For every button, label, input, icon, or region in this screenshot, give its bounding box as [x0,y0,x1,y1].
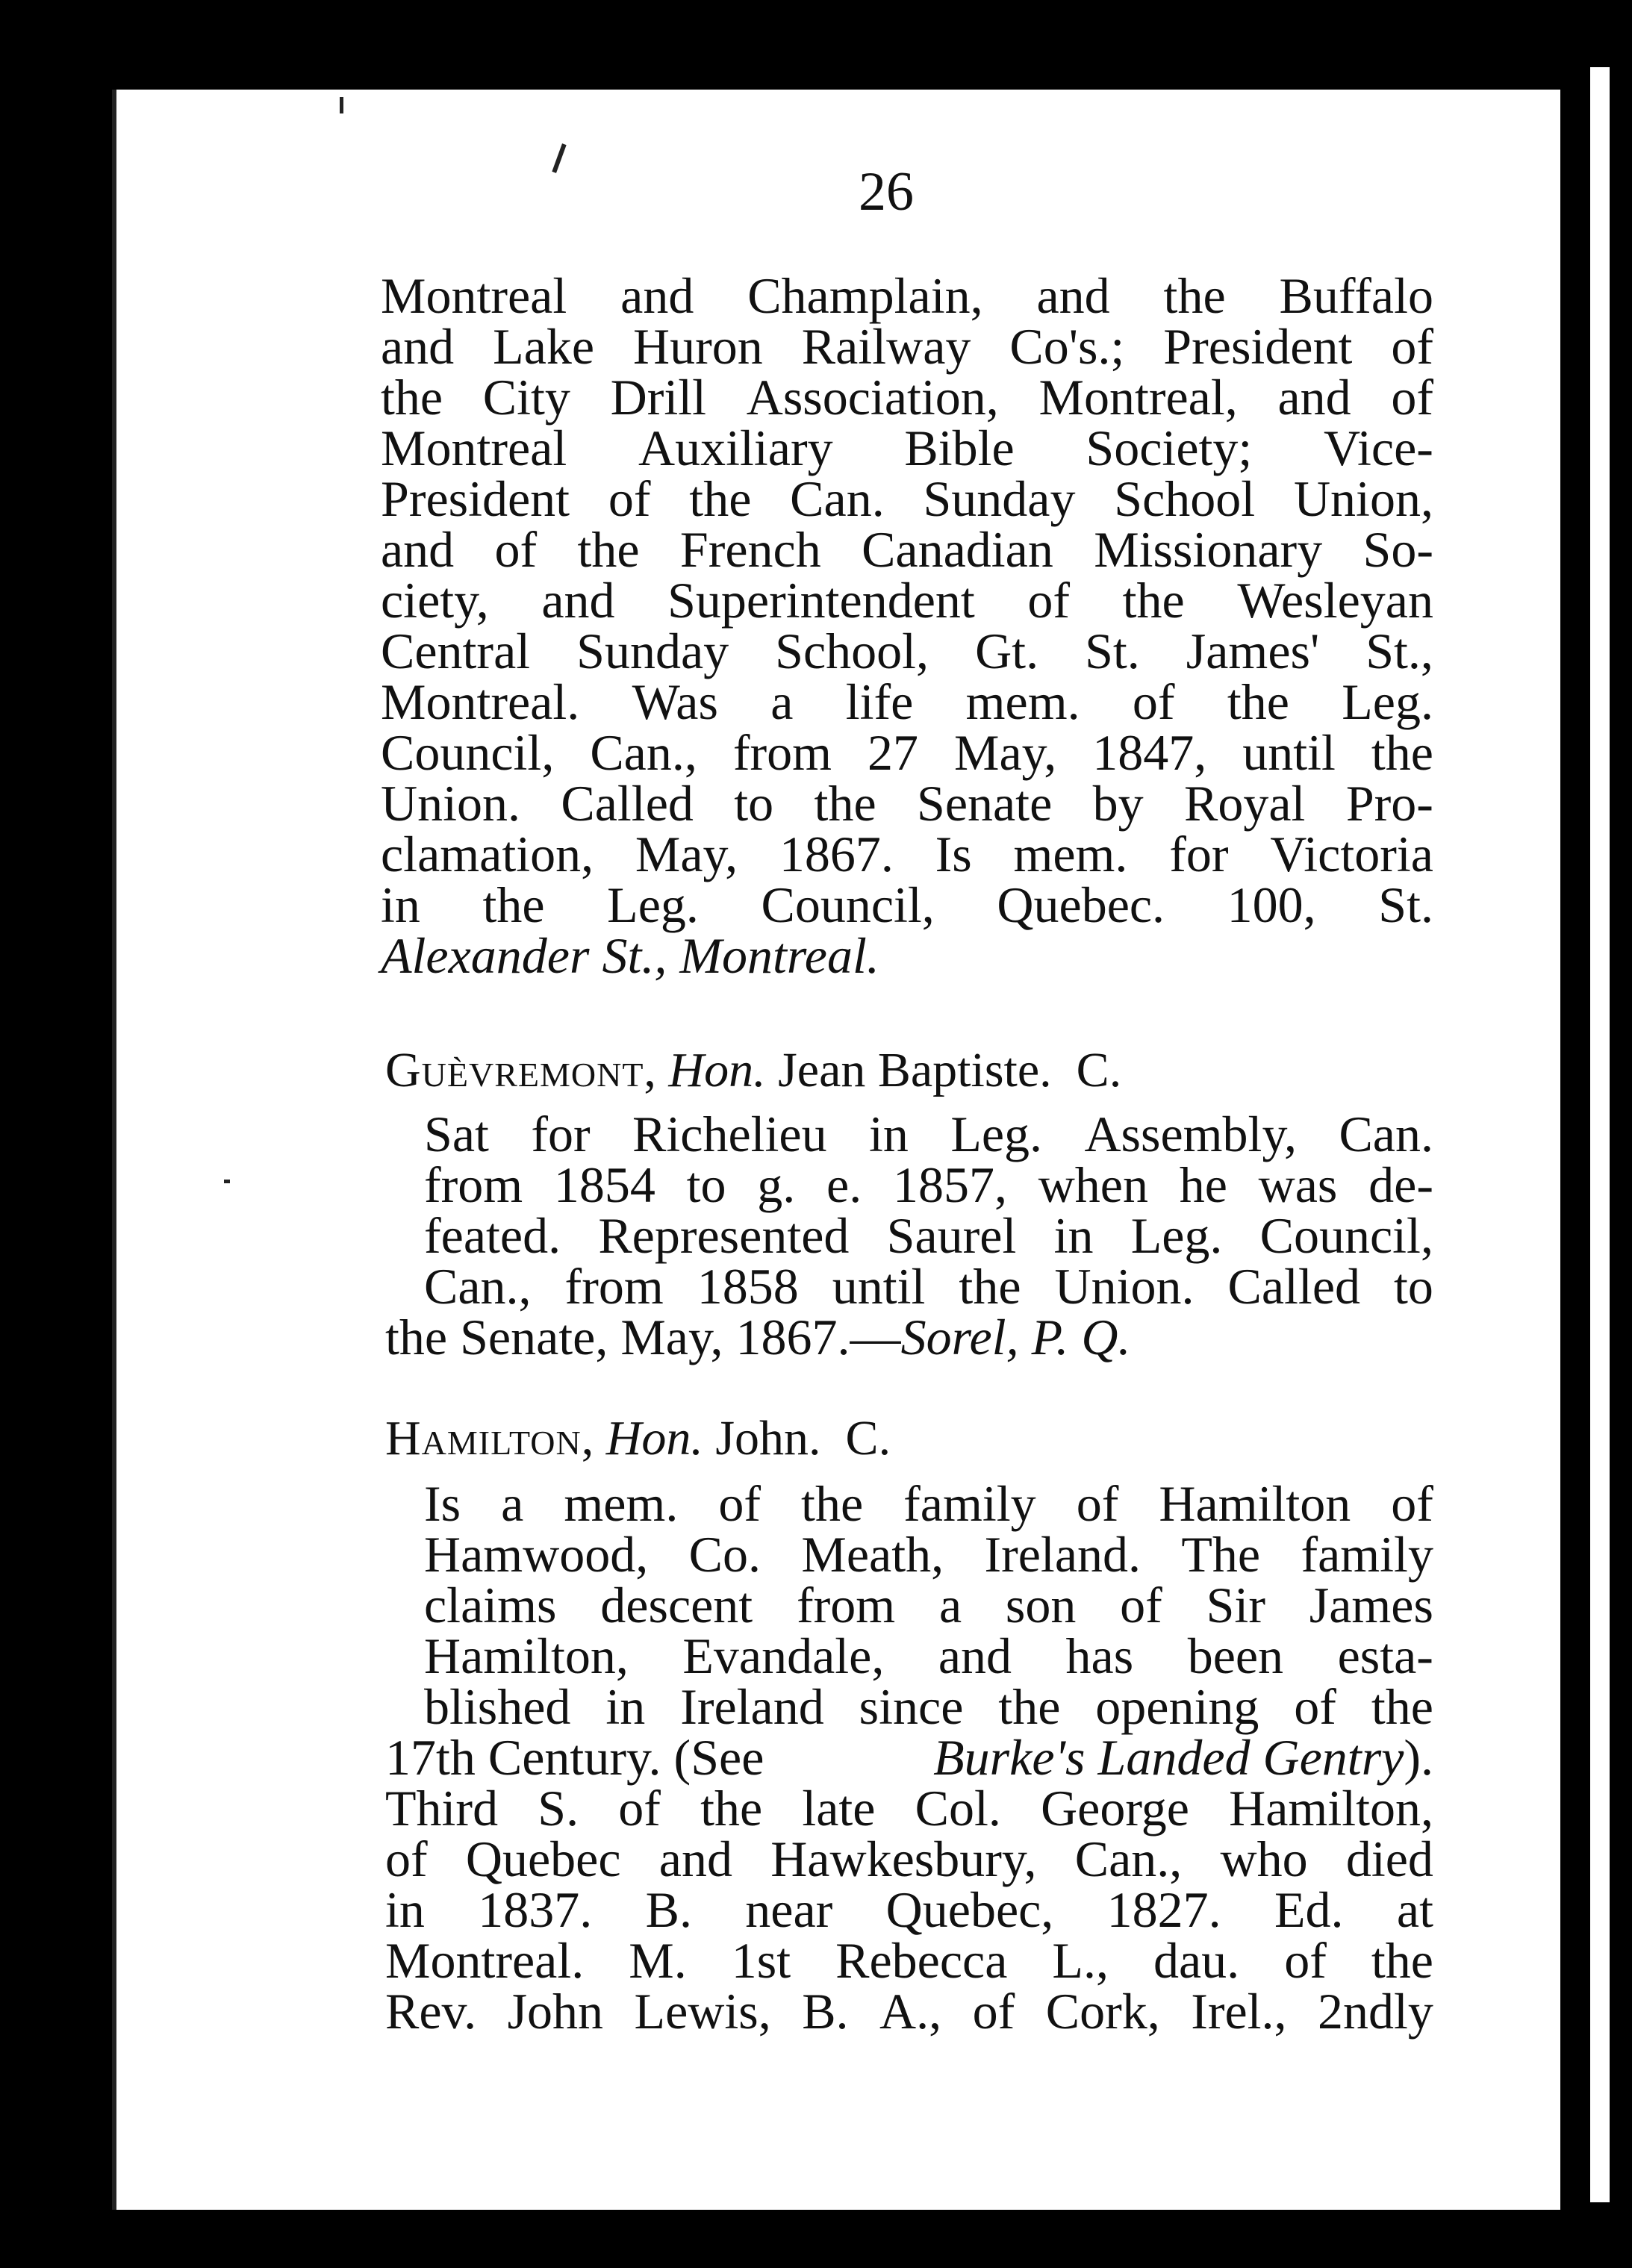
text-line: from 1854 to g. e. 1857, when he was de- [424,1156,1433,1213]
paragraph-last-line [381,927,879,984]
text-line: clamation, May, 1867. Is mem. for Victoria [381,826,1433,882]
text-line: Rev. John Lewis, B. A., of Cork, Irel., 2ndly [385,1983,1433,2040]
text-line: Union. Called to the Senate by Royal Pro- [381,775,1433,832]
entry-party: C. [1076,1043,1122,1097]
text-line: of Quebec and Hawkesbury, Can., who died [385,1831,1433,1887]
page-edge [1590,67,1610,2202]
text-line: in the Leg. Council, Quebec. 100, St. [381,876,1433,933]
text-line: Sat for Richelieu in Leg. Assembly, Can. [424,1106,1433,1162]
text-line: claims descent from a son of Sir James [424,1577,1433,1633]
entry-party: C. [845,1411,891,1465]
text-line: Montreal Auxiliary Bible Society; Vice- [381,420,1433,476]
scan-mark [224,1180,230,1183]
text-line: Is a mem. of the family of Hamilton of [424,1475,1433,1532]
entry-name: John. [715,1411,821,1465]
text-line: in 1837. B. near Quebec, 1827. Ed. at [385,1881,1433,1938]
entry-heading-hamilton: Hamilton, Hon. John. C. [385,1411,891,1465]
text-line: and Lake Huron Railway Co's.; President of [381,318,1433,375]
entry-place: Sorel, P. Q. [900,1309,1131,1365]
text-line: Montreal. Was a life mem. of the Leg. [381,673,1433,730]
text-line: Central Sunday School, Gt. St. James' St., [381,623,1433,679]
page-number: 26 [859,161,914,222]
paragraph-continued [381,267,1433,933]
entry-name: Jean Baptiste. [778,1043,1052,1097]
address-text: Alexander St., Montreal. [381,927,879,984]
text-line: ciety, and Superintendent of the Wesleyan [381,572,1433,629]
scan-mark [340,97,343,113]
text-line: and of the French Canadian Missionary So- [381,521,1433,578]
entry-surname: Guèvremont [385,1043,644,1097]
entry-text: the Senate, May, 1867.— [385,1309,901,1365]
ref-before: 17th Century. (See [385,1729,764,1786]
text-line: Montreal and Champlain, and the Buffalo [381,267,1433,324]
text-line: Hamwood, Co. Meath, Ireland. The family [424,1526,1433,1583]
entry-surname: Hamilton [385,1411,582,1465]
text-line: Montreal. M. 1st Rebecca L., dau. of the [385,1932,1433,1989]
text-line: Council, Can., from 27 May, 1847, until the [381,724,1433,781]
ref-after: ). [1404,1729,1433,1786]
text-line: Hamilton, Evandale, and has been esta- [424,1627,1433,1684]
entry-heading-guevremont: Guèvremont, Hon. Jean Baptiste. C. [385,1043,1122,1097]
text-line: Can., from 1858 until the Union. Called to [424,1258,1433,1315]
entry-title: Hon. [605,1411,703,1465]
entry-paragraph-guevremont [424,1106,1433,1315]
ref-italic: Burke's Landed Gentry [933,1729,1404,1786]
text-line: the City Drill Association, Montreal, and of [381,369,1433,426]
text-line: blished in Ireland since the opening of the [424,1678,1433,1735]
entry-title: Hon. [668,1043,766,1097]
entry-paragraph-hamilton-cont [385,1780,1433,2040]
entry-paragraph-hamilton [424,1475,1433,1735]
text-line: feated. Represented Saurel in Leg. Council, [424,1207,1433,1264]
text-line: Third S. of the late Col. George Hamilton, [385,1780,1433,1836]
entry-reference-line [385,1729,1433,1786]
text-line: President of the Can. Sunday School Union, [381,470,1433,527]
entry-paragraph-last-line [385,1309,1131,1365]
